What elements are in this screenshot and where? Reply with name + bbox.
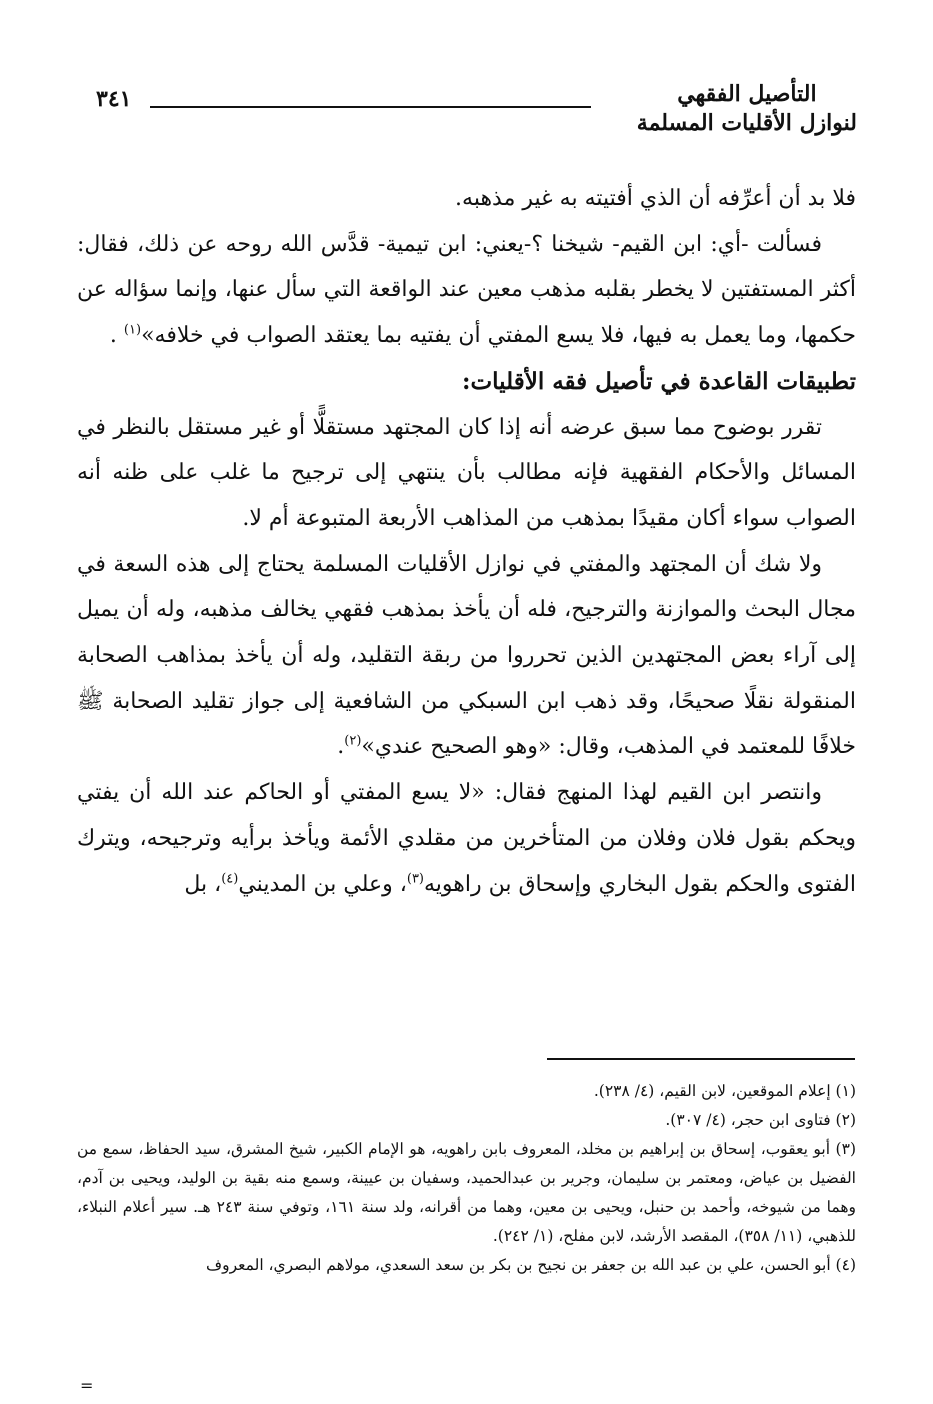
paragraph-2-text: فسألت -أي: ابن القيم- شيخنا ؟-يعني: ابن تيمية- قدَّس الله روحه عن ذلك، فقال: أكثر المستفتين لا يخطر بقلبه مذهب معين عند الواقعة التي سأل عنها، وإنما سؤاله عن حكمها، وما يعمل به فيها، فلا يسع المفتي أن يفتيه بما يعتقد الصواب في خلافه» — [77, 231, 856, 349]
paragraph-5-part-2: ، وعلي بن المديني — [238, 871, 407, 897]
paragraph-1: فلا بد أن أعرِّفه أن الذي أفتيته به غير مذهبه. — [455, 186, 856, 211]
page-number: ٣٤١ — [96, 86, 132, 112]
paragraph-4 — [77, 542, 856, 771]
footnote-4: (٤) أبو الحسن، علي بن عبد الله بن جعفر بن نجيح بن بكر بن سعد السعدي، مولاهم البصري، المعروف — [206, 1256, 856, 1274]
paragraph-5 — [77, 770, 856, 907]
continuation-mark: = — [80, 1376, 94, 1395]
section-heading: تطبيقات القاعدة في تأصيل فقه الأقليات: — [462, 367, 856, 395]
footnote-ref-2[interactable]: (٢) — [344, 734, 362, 750]
running-title — [637, 80, 857, 138]
paragraph-2-end: . — [109, 323, 124, 349]
paragraph-5-part-1: وانتصر ابن القيم لهذا المنهج فقال: «لا يسع المفتي أو الحاكم عند الله أن يفتي ويحكم بقول فلان وفلان من المتأخرين من مقلدي الأئمة ويأخذ برأيه وترجيحه، ويترك الفتوى والحكم بقول البخاري وإسحاق بن راهويه — [77, 780, 856, 897]
running-title-line-1: التأصيل الفقهي — [677, 81, 817, 107]
paragraph-3: تقرر بوضوح مما سبق عرضه أنه إذا كان المجتهد مستقلًّا أو غير مستقل بالنظر في المسائل والأحكام الفقهية فإنه مطالب بأن ينتهي إلى ترجيح ما غلب على ظنه أنه الصواب سواء أكان مقيدًا بمذهب من المذاهب الأربعة المتبوعة أم لا. — [77, 414, 856, 531]
paragraph-4-end: . — [337, 734, 345, 760]
paragraph-5-part-3: ، بل — [184, 871, 222, 897]
footnotes — [77, 1077, 856, 1280]
footnote-3: (٣) أبو يعقوب، إسحاق بن إبراهيم بن مخلد، المعروف بابن راهويه، هو الإمام الكبير، شيخ المشرق، سيد الحفاظ، سمع من الفضيل بن عياض، ومعتمر بن سليمان، وجرير بن عبدالحميد، وسفيان بن عيينة، وسمع منه بقية بن الوليد، ويحيى بن آدم، وهما من شيوخه، وأحمد بن حنبل، ويحيى بن معين، وهما من أقرانه، ولد سنة ١٦١، وتوفي سنة ٢٤٣ هـ. سير أعلام النبلاء، للذهبي، (١١/ ٣٥٨)، المقصد الأرشد، لابن مفلح، (١/ ٢٤٢). — [77, 1140, 856, 1245]
paragraph-2 — [77, 222, 856, 359]
footnote-ref-1[interactable]: (١) — [123, 322, 142, 338]
paragraph-4-text: ولا شك أن المجتهد والمفتي في نوازل الأقليات المسلمة يحتاج إلى هذه السعة في مجال البحث والموازنة والترجيح، فله أن يأخذ بمذهب فقهي يخالف مذهبه، وله أن يميل إلى آراء بعض المجتهدين الذين تحرروا من ربقة التقليد، وله أن يأخذ بمذاهب الصحابة المنقولة نقلًا صحيحًا، وقد ذهب ابن السبكي من الشافعية إلى جواز تقليد الصحابة ﷺ خلافًا للمعتمد في المذهب، وقال: «وهو الصحيح عندي» — [77, 551, 856, 760]
footnote-ref-4[interactable]: (٤) — [221, 871, 239, 887]
footnote-separator — [547, 1058, 855, 1060]
running-header — [96, 80, 857, 142]
footnote-ref-3[interactable]: (٣) — [406, 871, 424, 887]
running-title-line-2: لنوازل الأقليات المسلمة — [636, 110, 857, 136]
footnote-1: (١) إعلام الموقعين، لابن القيم، (٤/ ٢٣٨). — [593, 1082, 856, 1100]
main-text — [77, 176, 856, 907]
footnote-2: (٢) فتاوى ابن حجر، (٤/ ٣٠٧). — [665, 1111, 856, 1129]
header-rule — [150, 106, 591, 108]
